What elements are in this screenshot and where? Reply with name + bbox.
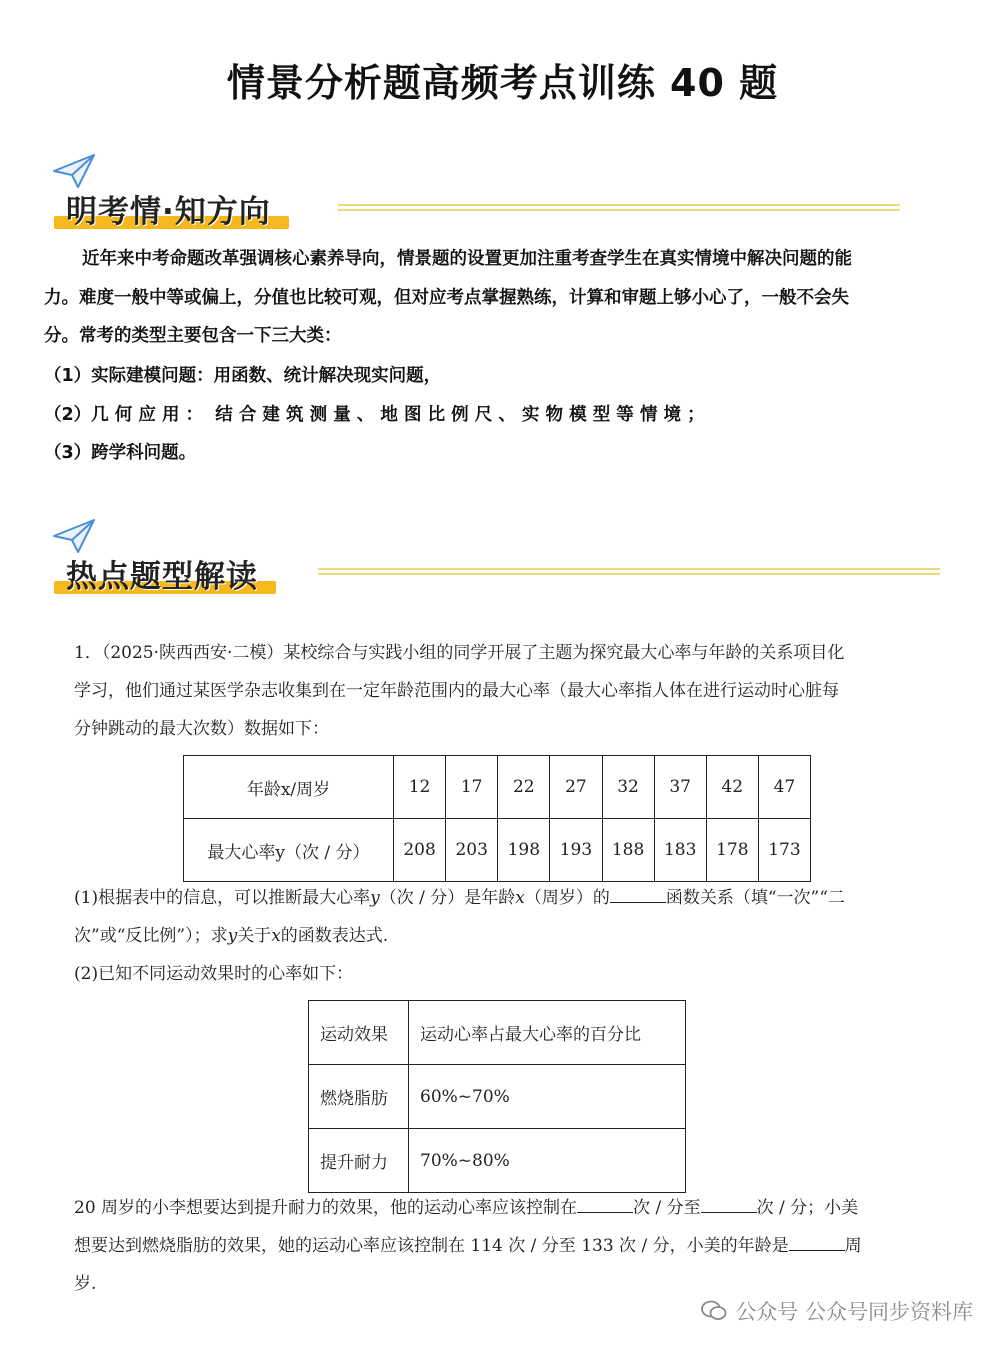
page-title: 情景分析题高频考点训练 40 题 — [226, 61, 779, 105]
rate-cell: 173 — [758, 819, 810, 882]
part2-line-1: 20 周岁的小李想要达到提升耐力的效果，他的运动心率应该控制在 次 / 分至 次 / 分；小美 — [74, 1198, 859, 1218]
part1-line-1: (1)根据表中的信息，可以推断最大心率y（次 / 分）是年龄x（周岁）的 函数关系（填“一次”“二 — [74, 888, 845, 908]
table-row — [309, 1001, 686, 1065]
question-part-1 — [74, 879, 964, 993]
answer-blank[interactable] — [789, 1234, 845, 1251]
table-row — [184, 819, 811, 882]
table-cell: 燃烧脂肪 — [309, 1065, 409, 1129]
answer-blank[interactable] — [577, 1196, 633, 1213]
age-heart-rate-table — [183, 755, 811, 882]
question-part-2 — [74, 1189, 964, 1303]
rate-cell: 183 — [654, 819, 706, 882]
rate-cell: 178 — [706, 819, 758, 882]
stem-line: 1．（2025·陕西西安·二模）某校综合与实践小组的同学开展了主题为探究最大心率与年龄的关系项目化 — [74, 643, 845, 663]
list-item: （3）跨学科问题。 — [44, 443, 197, 463]
part1-line-2: 次”或“反比例”）；求y关于x的函数表达式. — [74, 926, 389, 946]
table-row — [184, 756, 811, 819]
age-cell: 37 — [654, 756, 706, 819]
intro-line: 近年来中考命题改革强调核心素养导向，情景题的设置更加注重考查学生在真实情境中解决问题的能 — [82, 249, 852, 269]
part2-line-2: 想要达到燃烧脂肪的效果，她的运动心率应该控制在 114 次 / 分至 133 次 / 分，小美的年龄是 周 — [74, 1236, 862, 1256]
age-cell: 47 — [758, 756, 810, 819]
table-row — [309, 1129, 686, 1193]
age-cell: 27 — [550, 756, 602, 819]
section-divider — [338, 204, 900, 211]
stem-line: 分钟跳动的最大次数）数据如下： — [74, 719, 329, 739]
watermark: 公众号 公众号同步资料库 — [701, 1296, 973, 1326]
table-header-cell: 运动效果 — [309, 1001, 409, 1065]
stem-line: 学习，他们通过某医学杂志收集到在一定年龄范围内的最大心率（最大心率指人体在进行运动时心脏每 — [74, 681, 839, 701]
age-cell: 42 — [706, 756, 758, 819]
table-cell: 60%~70% — [409, 1065, 686, 1129]
part2-intro: (2)已知不同运动效果时的心率如下： — [74, 964, 354, 984]
age-cell: 12 — [394, 756, 446, 819]
rate-cell: 208 — [394, 819, 446, 882]
intro-paragraph — [44, 240, 956, 356]
table-row — [309, 1065, 686, 1129]
table-header-cell: 年龄x/周岁 — [184, 756, 394, 819]
table-header-cell: 最大心率y（次 / 分） — [184, 819, 394, 882]
rate-cell: 188 — [602, 819, 654, 882]
answer-blank[interactable] — [701, 1196, 757, 1213]
age-cell: 17 — [446, 756, 498, 819]
answer-blank[interactable] — [610, 886, 666, 903]
section-heading-exam-trend: 明考情·知方向 — [66, 186, 271, 231]
age-cell: 32 — [602, 756, 654, 819]
list-item: （2）几 何 应 用 ： 结 合 建 筑 测 量 、 地 图 比 例 尺 、 实 物 模 型 等 情 境 ； — [44, 405, 705, 425]
section-heading-hot-topics: 热点题型解读 — [66, 551, 258, 596]
exercise-effect-table — [308, 1000, 686, 1193]
list-item: （1）实际建模问题：用函数、统计解决现实问题， — [44, 366, 442, 386]
rate-cell: 198 — [498, 819, 550, 882]
table-header-cell: 运动心率占最大心率的百分比 — [409, 1001, 686, 1065]
part2-line-3: 岁. — [74, 1274, 97, 1294]
section-divider — [318, 568, 940, 575]
table-cell: 70%~80% — [409, 1129, 686, 1193]
intro-line: 力。难度一般中等或偏上，分值也比较可观，但对应考点掌握熟练，计算和审题上够小心了，一般不会失 — [44, 287, 849, 308]
rate-cell: 203 — [446, 819, 498, 882]
table-cell: 提升耐力 — [309, 1129, 409, 1193]
rate-cell: 193 — [550, 819, 602, 882]
question-stem — [74, 634, 964, 748]
age-cell: 22 — [498, 756, 550, 819]
intro-line: 分。常考的类型主要包含一下三大类： — [44, 326, 342, 346]
wechat-icon — [701, 1300, 727, 1322]
